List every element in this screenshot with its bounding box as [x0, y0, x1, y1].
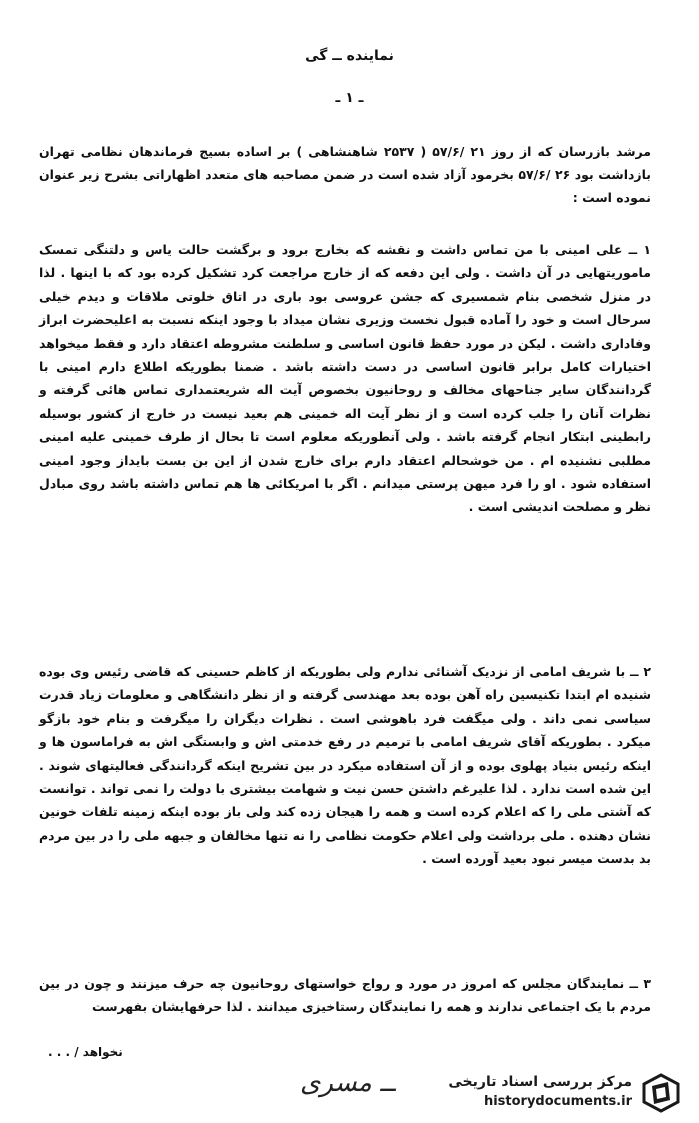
- history-documents-logo-icon: [638, 1072, 684, 1114]
- continued-marker: نخواهد / . . .: [48, 1045, 123, 1059]
- signature: ــ مسری: [300, 1068, 396, 1098]
- watermark-url: historydocuments.ir: [483, 1094, 632, 1109]
- item-1-paragraph: ۱ ــ علی امینی با من تماس داشت و نقشه که بخارج برود و برگشت حالت یاس و دلتنگی تمسک ماموریتهایی در آن داشت . ولی این دفعه که از خارج مراجعت کرد تشکیل کرده بود که با اینها . لذا در منزل شخصی بنام شمسیری که جشن عروسی بود باری در اتاق خلوتی ملاقات و دیدم خیلی سرحال است و خود را آماده قبول نخست وزیری نشان میداد با وجود اینکه نسبت به اعلیحضرت ابراز وفاداری داشت . لیکن در مورد حفظ قانون اساسی و سلطنت مشروطه اعتقاد دارد و فقط میخواهد اختیارات کامل برابر قانون اساسی در دست داشته باشد . ضمنا بطوریکه اطلاع دارم امینی با گردانندگان سایر جناحهای مخالف و روحانیون بخصوص آیت اله شریعتمداری تماس هائی گرفته و نظرات آنان را جلب کرده است و از نظر آیت اله خمینی هم بعید نیست در خارج از کشور بوسیله رابطینی ابتکار انجام گرفته باشد . ولی آنطوریکه معلوم است تا بحال از طرف خمینی علیه امینی مطلبی نشنیده ام . من خوشحالم اعتقاد دارم برای خارج شدن از این بن بست بایداز وجود امینی استفاده شود . او را فرد میهن پرستی میدانم . اگر با امریکائی ها هم تماس داشته باشد روی مبادل نظر و مصلحت اندیشی است .: [39, 242, 651, 515]
- document-header-title: نماینده ــ گی: [305, 48, 394, 64]
- watermark: [430, 1068, 692, 1118]
- item-3-paragraph: ۳ ــ نمایندگان مجلس که امروز در مورد و رواج خواستهای روحانیون چه حرف میزنند و چون در بین مردم با یک اجتماعی ندارند و همه را نمایندگان رستاخیزی میدانند . لذا حرفهایشان بفهرست: [39, 976, 651, 1015]
- page-number: ـ ۱ ـ: [335, 90, 364, 106]
- intro-paragraph: مرشد بازرسان که از روز ۲۱ /۵۷/۶ ( ۲۵۳۷ شاهنشاهی ) بر اساده بسیج فرماندهان نظامی تهران بازداشت بود ۲۶ /۵۷/۶ بخرمود آزاد شده است در ضمن مصاحبه های متعدد اظهاراتی بشرح زیر عنوان نموده است :: [39, 144, 652, 205]
- watermark-name: مرکز بررسی اسناد تاریخی: [448, 1074, 632, 1090]
- item-2-paragraph: ۲ ــ با شریف امامی از نزدیک آشنائی ندارم ولی بطوریکه از کاظم حسینی که قاضی رئیس وی بوده شنیده ام ابتدا تکنیسین راه آهن بوده بعد مهندسی گرفته و از نظر دانشگاهی و معلومات زیاد قدرت سیاسی نمی داند . ولی میگفت فرد باهوشی است . نظرات دیگران را میگرفت و بنام خود بازگو میکرد . بطوریکه آقای شریف امامی با ترمیم در رفع خدمتی اش و وابستگی اش به فراماسون ها و اینکه رئیس بنیاد پهلوی بوده و از آن استفاده میکرد در بین تشریح اینکه گردانندگی فعالیتهای شوند . این شده است ندارد . لذا علیرغم داشتن حسن نیت و شهامت بیشتری با دولت را نمی تواند . توانست که آشتی ملی را که اعلام کرده است و همه را هیجان زده کند ولی باز بوده اینکه زمینه تلفات خونین نشان دهنده . ملی برداشت ولی اعلام حکومت نظامی را نه تنها مخالفان و جبهه ملی را در بین مردم بد بدست میسر نبود بعید آورده است .: [39, 664, 651, 867]
